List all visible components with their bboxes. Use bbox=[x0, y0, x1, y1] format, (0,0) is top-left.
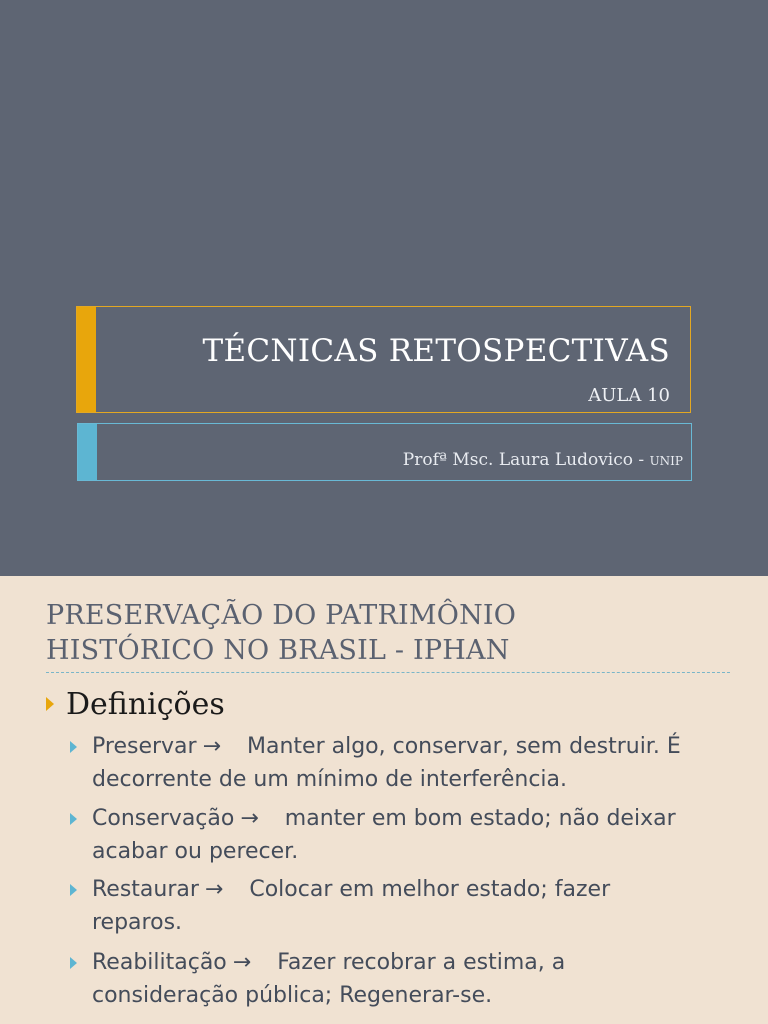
heading-line-1: PRESERVAÇÃO DO PATRIMÔNIO bbox=[46, 600, 517, 631]
heading-line-2: HISTÓRICO NO BRASIL - IPHAN bbox=[46, 635, 510, 666]
title-accent-bar bbox=[77, 307, 96, 412]
bullet-definicoes bbox=[46, 686, 225, 722]
definition-line-2: acabar ou perecer. bbox=[92, 839, 299, 864]
term: Restaurar bbox=[92, 877, 199, 902]
author-org: UNIP bbox=[649, 454, 683, 468]
term: Preservar bbox=[92, 734, 197, 759]
arrow-right-icon: → bbox=[204, 877, 224, 902]
author-accent-bar bbox=[78, 424, 97, 480]
definition-line-2: consideração pública; Regenerar-se. bbox=[92, 983, 493, 1008]
arrow-right-icon: → bbox=[232, 950, 252, 975]
slide-title: TÉCNICAS RETOSPECTIVAS bbox=[202, 333, 670, 369]
sub-bullet-triangle-icon bbox=[70, 884, 77, 896]
sub-bullet-restaurar bbox=[70, 873, 720, 939]
bullet-triangle-icon bbox=[46, 697, 54, 711]
definition-line-2: decorrente de um mínimo de interferência. bbox=[92, 767, 568, 792]
definition-line-2: reparos. bbox=[92, 910, 183, 935]
sub-bullet-reabilitacao bbox=[70, 946, 720, 1012]
sub-bullet-triangle-icon bbox=[70, 741, 77, 753]
bullet-label: Definições bbox=[66, 686, 225, 722]
sub-bullet-conservacao bbox=[70, 802, 720, 868]
definition-line-1: manter em bom estado; não deixar bbox=[284, 806, 676, 831]
author-name: Profª Msc. Laura Ludovico - bbox=[402, 450, 650, 470]
arrow-right-icon: → bbox=[240, 806, 259, 831]
term: Conservação bbox=[92, 806, 235, 831]
sub-bullet-triangle-icon bbox=[70, 813, 77, 825]
term: Reabilitação bbox=[92, 950, 227, 975]
content-slide bbox=[0, 576, 768, 1024]
heading-divider bbox=[46, 672, 730, 673]
author-box bbox=[77, 423, 692, 481]
definition-line-1: Manter algo, conservar, sem destruir. É bbox=[247, 734, 681, 759]
definition-line-1: Colocar em melhor estado; fazer bbox=[249, 877, 611, 902]
slide-heading bbox=[46, 598, 736, 668]
sub-bullet-triangle-icon bbox=[70, 957, 77, 969]
author-line bbox=[403, 450, 683, 470]
arrow-right-icon: → bbox=[202, 734, 222, 759]
slide-subtitle: AULA 10 bbox=[588, 385, 670, 406]
definition-line-1: Fazer recobrar a estima, a bbox=[277, 950, 566, 975]
title-box bbox=[76, 306, 691, 413]
sub-bullet-preservar bbox=[70, 730, 720, 796]
